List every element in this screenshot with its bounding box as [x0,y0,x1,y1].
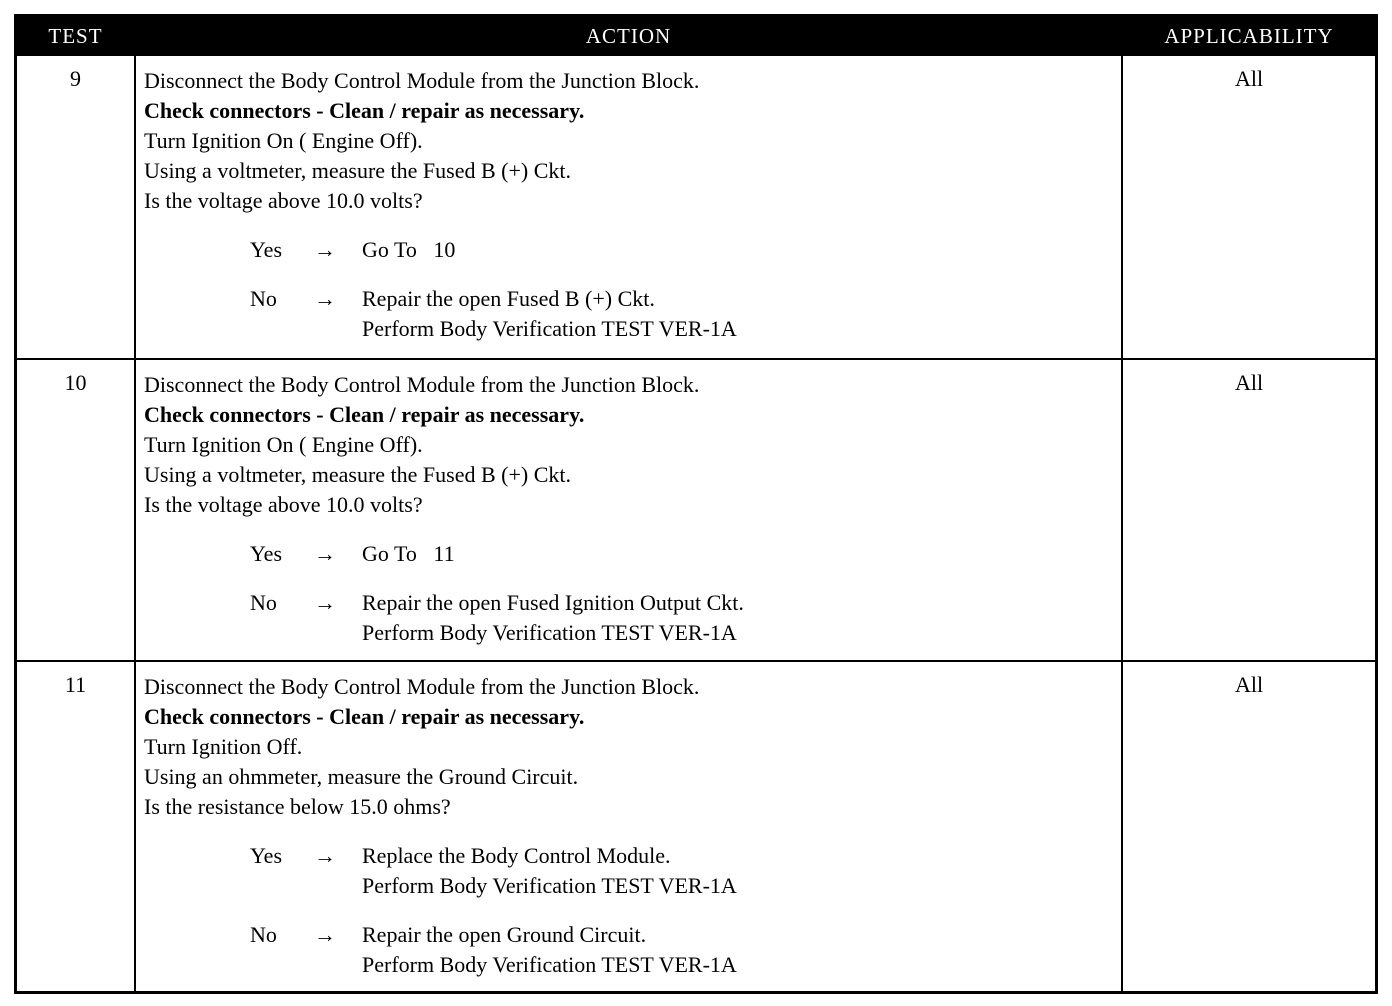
step-text: Check connectors - Clean / repair as necessary. [144,402,585,427]
result-line: Go To 11 [362,541,455,566]
step-text: Turn Ignition On ( Engine Off). [144,432,423,457]
yes-result [362,235,455,265]
step-text: Disconnect the Body Control Module from the Junction Block. [144,674,700,699]
step-text: Using a voltmeter, measure the Fused B (+) Ckt. [144,462,572,487]
action-cell [144,66,1114,344]
arrow-icon: → [314,237,336,262]
yes-outcome [250,539,1114,569]
yes-result [362,539,455,569]
header-test: TEST [48,24,103,48]
test-number: 9 [70,66,81,91]
no-label: No [250,286,277,311]
action-cell [144,370,1114,648]
no-outcome [250,588,1114,648]
yes-outcome [250,841,1114,901]
step-text: Is the voltage above 10.0 volts? [144,492,423,517]
yes-outcome [250,235,1114,265]
result-line: Repair the open Fused B (+) Ckt. [362,286,655,311]
table-header [17,17,1375,56]
diagnostic-table [14,14,1378,994]
column-divider [134,360,136,660]
arrow-icon: → [314,843,336,868]
step-text: Check connectors - Clean / repair as necessary. [144,704,585,729]
applicability-value: All [1234,66,1264,91]
result-line: Replace the Body Control Module. [362,843,671,868]
no-result [362,588,744,648]
step-text: Using a voltmeter, measure the Fused B (+) Ckt. [144,158,572,183]
no-result [362,284,737,344]
column-divider [1121,360,1123,660]
table-row [17,56,1375,358]
result-line: Perform Body Verification TEST VER-1A [362,316,737,341]
column-divider [1121,56,1123,358]
test-number: 10 [64,370,87,395]
step-text: Turn Ignition On ( Engine Off). [144,128,423,153]
applicability-value: All [1234,672,1264,697]
result-line: Go To 10 [362,237,456,262]
yes-result [362,841,737,901]
arrow-icon: → [314,541,336,566]
table-row [17,660,1375,991]
yes-label: Yes [250,237,283,262]
table-row [17,358,1375,660]
no-outcome [250,284,1114,344]
step-text: Is the resistance below 15.0 ohms? [144,794,451,819]
header-action: ACTION [585,24,672,48]
result-line: Repair the open Ground Circuit. [362,922,647,947]
yes-label: Yes [250,541,283,566]
result-line: Perform Body Verification TEST VER-1A [362,873,737,898]
action-cell [144,672,1114,980]
header-applicability: APPLICABILITY [1164,24,1334,48]
column-divider [1121,662,1123,991]
step-text: Turn Ignition Off. [144,734,303,759]
arrow-icon: → [314,922,336,947]
result-line: Perform Body Verification TEST VER-1A [362,620,737,645]
applicability-value: All [1234,370,1264,395]
no-label: No [250,590,277,615]
no-label: No [250,922,277,947]
test-number: 11 [64,672,87,697]
step-text: Is the voltage above 10.0 volts? [144,188,423,213]
step-text: Disconnect the Body Control Module from the Junction Block. [144,372,700,397]
arrow-icon: → [314,286,336,311]
step-text: Using an ohmmeter, measure the Ground Circuit. [144,764,579,789]
column-divider [134,56,136,358]
no-outcome [250,920,1114,980]
column-divider [134,662,136,991]
step-text: Disconnect the Body Control Module from the Junction Block. [144,68,700,93]
no-result [362,920,737,980]
yes-label: Yes [250,843,283,868]
step-text: Check connectors - Clean / repair as necessary. [144,98,585,123]
arrow-icon: → [314,590,336,615]
result-line: Repair the open Fused Ignition Output Ckt. [362,590,744,615]
result-line: Perform Body Verification TEST VER-1A [362,952,737,977]
